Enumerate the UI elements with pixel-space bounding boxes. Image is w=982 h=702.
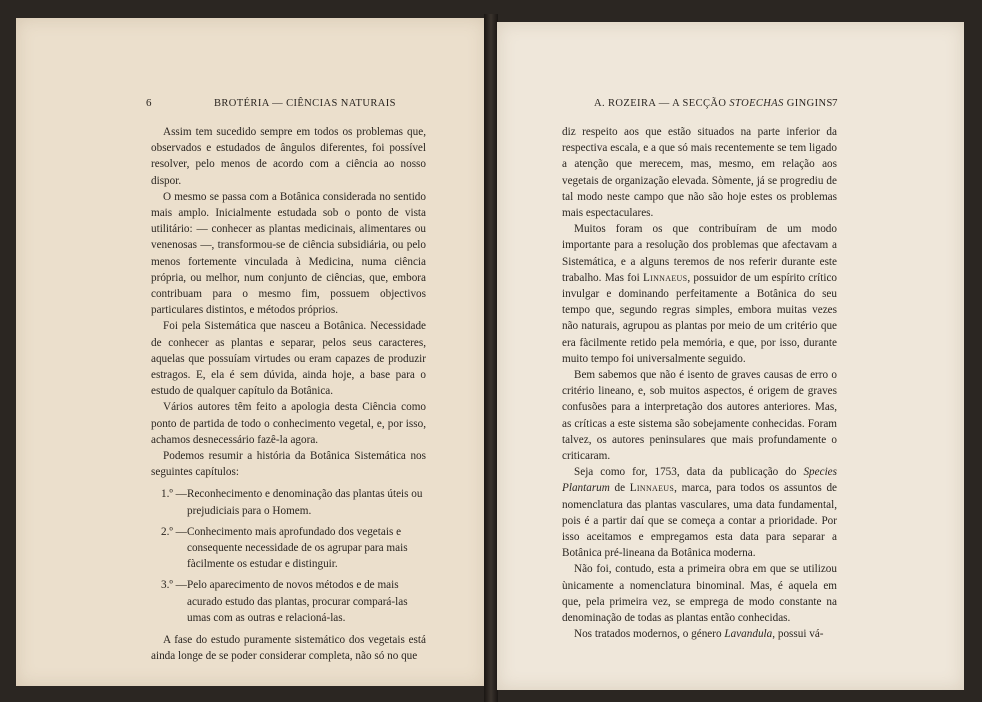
text-run: de — [609, 482, 630, 495]
paragraph: Vários autores têm feito a apologia desta Ciência como ponto de partida de todo o conhecimento vegetal, e, por isso, achamos desnecessário fazê-la agora. — [151, 401, 426, 446]
right-running-head — [594, 98, 833, 109]
paragraph: O mesmo se passa com a Botânica considerada no sentido mais amplo. Inicialmente estudada sob o ponto de vista utilitário: — conhecer as plantas medicinais, alimentares ou venenosas —, transformou-se de ciência subsidiária, ou pelo menos fortemente vinculada à Medicina, numa ciência própria, ou melhor, num conjunto de ciências, que, embora contribuam para o mesmo fim, possuem objectivos particulares distintos, e métodos próprios. — [151, 190, 426, 317]
author-name: Linnaeus — [642, 271, 688, 284]
text-run: , possuidor de um espírito crítico invulgar e dominando perfeitamente a Botânica do seu tempo que, segundo regras simples, embora muitas vezes não naturais, agrupou as plantas por meio de um critério que era fàcilmente retido pela memória, e que, por isso, durante muito tempo foi universalmente seguido. — [562, 271, 837, 365]
list-item-label: 2.º — — [161, 525, 187, 538]
chapter-list — [151, 486, 426, 626]
paragraph: Podemos resumir a história da Botânica Sistemática nos seguintes capítulos: — [151, 450, 426, 479]
text-run: Nos tratados modernos, o género — [574, 628, 725, 641]
running-head-author: A. ROZEIRA — A SECÇÃO — [594, 98, 730, 109]
paragraph: A fase do estudo puramente sistemático dos vegetais está ainda longe de se poder considerar completa, não só no que — [151, 634, 426, 663]
text-run: , marca, para todos os assuntos de nomenclatura das plantas vasculares, uma data fundamental, pois é a partir daí que se começa a contar a prioridade. Por isso aceitamos e empregamos esta data para separar a Botânica pré-lineana da Botânica moderna. — [562, 482, 838, 560]
list-item-label: 1.º — — [161, 488, 187, 501]
book-title: Species Plantarum — [562, 466, 837, 495]
book-gutter — [484, 14, 498, 702]
paragraph: Foi pela Sistemática que nasceu a Botânica. Necessidade de conhecer as plantas e separar, pelos seus caracteres, aquelas que possuíam virtudes ou eram capazes de produzir estragos. E, ela é sem dúvida, ainda hoje, a base para o estudo de qualquer capítulo da Botânica. — [151, 320, 426, 398]
left-running-head: BROTÉRIA — CIÊNCIAS NATURAIS — [214, 98, 396, 109]
right-body-text — [562, 124, 837, 643]
paragraph: diz respeito aos que estão situados na parte inferior da respectiva escala, e a que só mais recentemente se tem ligado a atenção que merecem, mas, mesmo, em relação aos vegetais de organização elevada. Sòmente, já se progrediu de tal modo neste campo que não são hoje estes os problemas mais espectaculares. — [562, 126, 837, 220]
running-head-author-name: GINGINS — [783, 98, 833, 109]
list-item-text: Reconhecimento e denominação das plantas úteis ou prejudiciais para o Homem. — [187, 488, 423, 517]
left-body-text — [151, 124, 426, 665]
text-run: Muitos foram os que contribuíram de um modo importante para a resolução dos problemas que afectavam a Sistemática, e a alguns teremos de nos referir durante este trabalho. Mas foi — [562, 223, 837, 284]
list-item — [151, 524, 426, 573]
author-name: Linnaeus — [629, 482, 675, 495]
paragraph: Bem sabemos que não é isento de graves causas de erro o critério lineano, e, sob muitos aspectos, é origem de graves confusões para a interpretação dos autores anteriores. Mas, as críticas a este sistema são sobejamente conhecidas. Foram talvez, os autores peninsulares que mais profundamente o criticaram. — [562, 369, 837, 463]
paragraph: Assim tem sucedido sempre em todos os problemas que, observados e estudados de ângulos diferentes, foi possível resolver, pelo menos de acordo com a ciência ao nosso dispor. — [151, 126, 426, 187]
list-item — [151, 577, 426, 626]
list-item-label: 3.º — — [161, 579, 187, 592]
left-page-number: 6 — [146, 97, 152, 109]
paragraph — [562, 221, 837, 367]
text-run: , possui vá- — [772, 628, 824, 641]
text-run: Seja como for, 1753, data da publicação do — [574, 466, 804, 479]
genus-name: Lavandula — [724, 628, 773, 641]
paragraph — [562, 626, 837, 642]
running-head-section: STOECHAS — [729, 98, 784, 109]
paragraph — [562, 464, 837, 561]
right-page-number: 7 — [832, 97, 838, 109]
list-item — [151, 486, 426, 518]
list-item-text: Pelo aparecimento de novos métodos e de mais acurado estudo das plantas, procurar compará-las umas com as outras e relacioná-las. — [187, 579, 408, 624]
paragraph: Não foi, contudo, esta a primeira obra em que se utilizou ùnicamente a nomenclatura binominal. Mas, é aquela em que, pela primeira vez, se emprega de modo constante na denominação de todas as plantas então conhecidas. — [562, 563, 837, 625]
list-item-text: Conhecimento mais aprofundado dos vegetais e consequente necessidade de os agrupar para mais fàcilmente os estudar e distinguir. — [187, 525, 408, 571]
